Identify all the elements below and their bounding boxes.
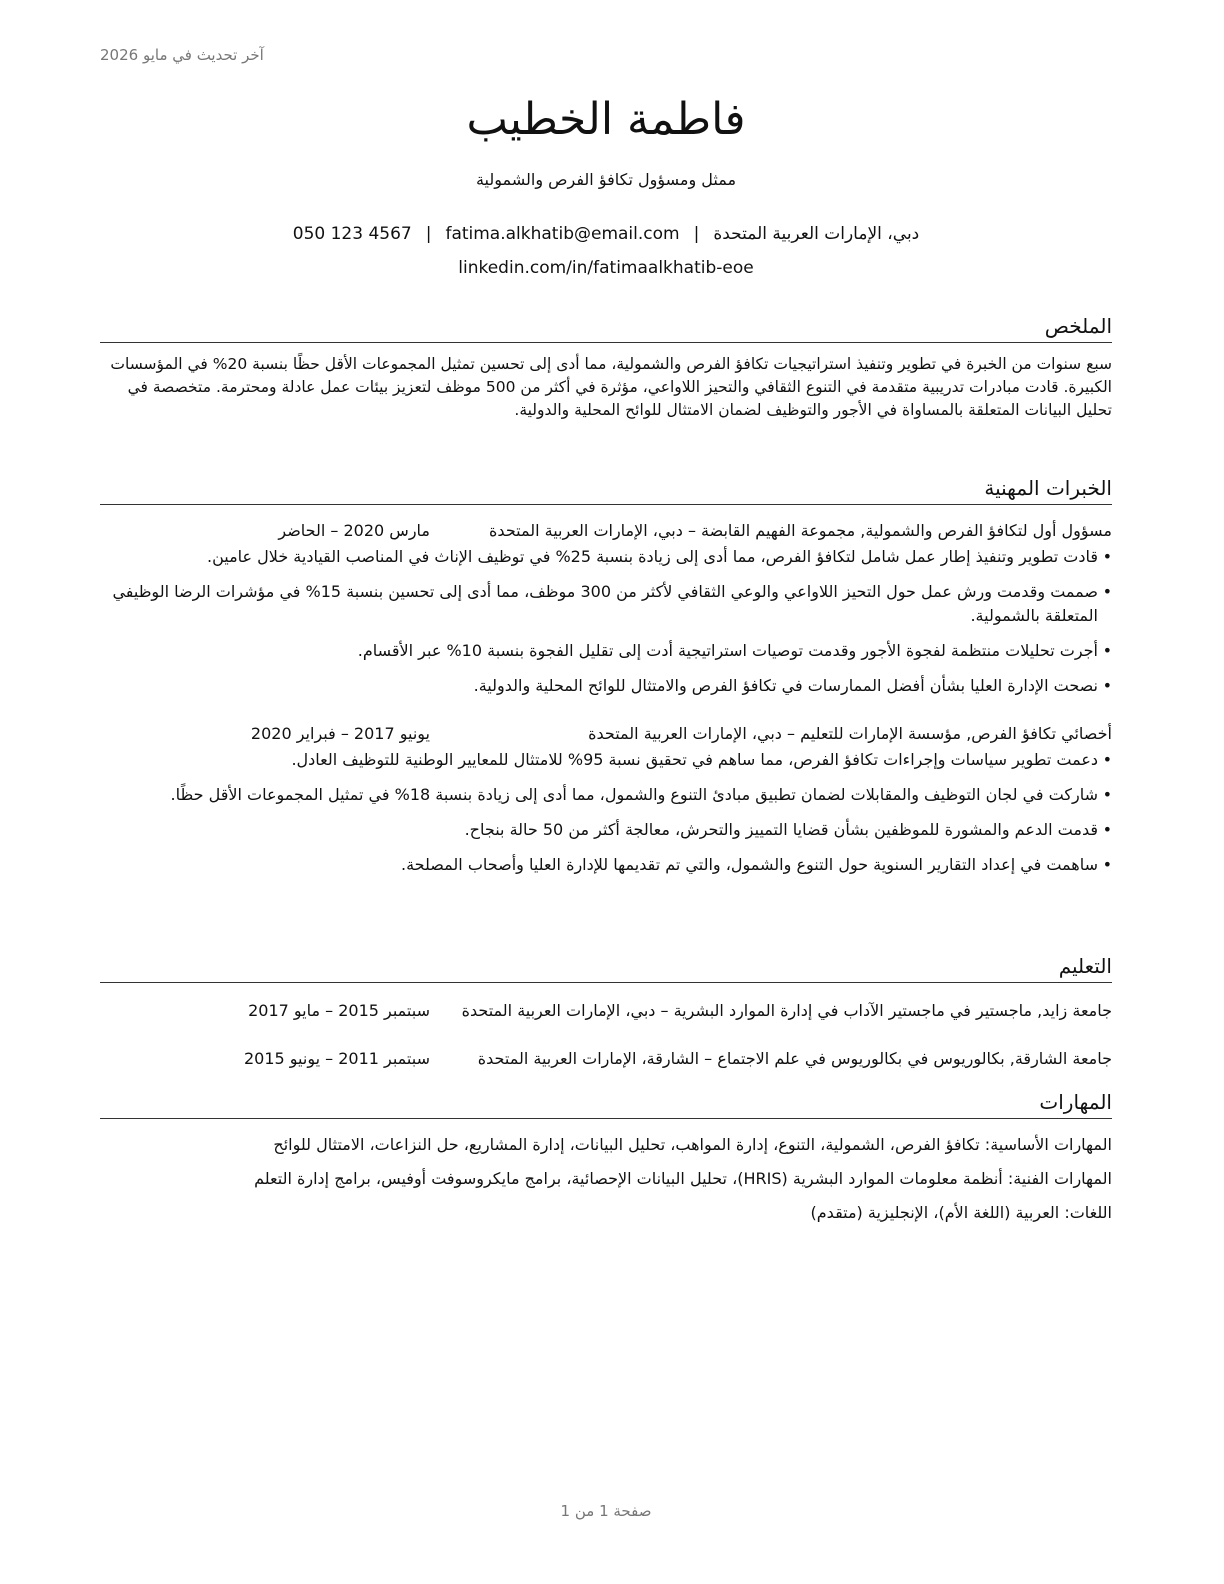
contact-linkedin[interactable]: linkedin.com/in/fatimaalkhatib-eoe	[458, 258, 754, 278]
job-header	[100, 722, 1112, 746]
education-section	[100, 952, 1112, 1071]
job-entry	[100, 519, 1112, 698]
job-bullet: • قادت تطوير وتنفيذ إطار عمل شامل لتكافؤ الفرص، مما أدى إلى زيادة بنسبة 25% في توظيف الإناث في المناصب القيادية خلال عامين.	[100, 545, 1112, 569]
job-bullet: • ساهمت في إعداد التقارير السنوية حول التنوع والشمول، والتي تم تقديمها للإدارة العليا وأصحاب المصلحة.	[100, 853, 1112, 877]
job-bullet: • نصحت الإدارة العليا بشأن أفضل الممارسات في تكافؤ الفرص والامتثال للوائح المحلية والدولية.	[100, 674, 1112, 698]
job-entry	[100, 722, 1112, 877]
skill-line: اللغات: العربية (اللغة الأم)، الإنجليزية (متقدم)	[810, 1203, 1112, 1222]
candidate-name: فاطمة الخطيب	[466, 94, 746, 145]
education-dates: سبتمبر 2015 – مايو 2017	[248, 1001, 430, 1020]
contact-location: دبي، الإمارات العربية المتحدة	[713, 224, 920, 244]
resume-page	[100, 0, 1112, 1584]
experience-section	[100, 474, 1112, 888]
skills-list	[100, 1133, 1112, 1225]
job-role: أخصائي تكافؤ الفرص, مؤسسة الإمارات للتعليم – دبي، الإمارات العربية المتحدة	[588, 724, 1112, 743]
education-item	[100, 999, 1112, 1023]
skills-section	[100, 1088, 1112, 1235]
section-title-summary: الملخص	[100, 312, 1112, 343]
education-item	[100, 1047, 1112, 1071]
contact-email[interactable]: fatima.alkhatib@email.com	[445, 224, 680, 244]
job-role: مسؤول أول لتكافؤ الفرص والشمولية, مجموعة الفهيم القابضة – دبي، الإمارات العربية المتحدة	[489, 521, 1112, 540]
summary-section	[100, 312, 1112, 422]
job-dates: مارس 2020 – الحاضر	[278, 521, 430, 540]
candidate-title: ممثل ومسؤول تكافؤ الفرص والشمولية	[475, 170, 737, 189]
job-bullets	[100, 545, 1112, 698]
last-updated: آخر تحديث في مايو 2026	[100, 46, 264, 64]
section-title-education: التعليم	[100, 952, 1112, 983]
skill-line: المهارات الفنية: أنظمة معلومات الموارد البشرية (HRIS)، تحليل البيانات الإحصائية، برامج مايكروسوفت أوفيس، برامج إدارة التعلم	[254, 1169, 1112, 1188]
skill-line: المهارات الأساسية: تكافؤ الفرص، الشمولية، التنوع، إدارة المواهب، تحليل البيانات، إدارة المشاريع، حل النزاعات، الامتثال للوائح	[273, 1135, 1112, 1154]
section-title-skills: المهارات	[100, 1088, 1112, 1119]
section-title-experience: الخبرات المهنية	[100, 474, 1112, 505]
contact-separator: |	[425, 224, 432, 244]
summary-text: سبع سنوات من الخبرة في تطوير وتنفيذ استراتيجيات تكافؤ الفرص والشمولية، مما أدى إلى تحسين تمثيل المجموعات الأقل حظًا بنسبة 20% في المؤسسات الكبيرة. قادت مبادرات تدريبية متقدمة في التنوع الثقافي والتحيز اللاواعي، مؤثرة في أكثر من 500 موظف لتعزيز بيئات عمل عادلة ومحترمة. متخصصة في تحليل البيانات المتعلقة بالمساواة في الأجور والتوظيف لضمان الامتثال للوائح المحلية والدولية.	[110, 355, 1112, 419]
job-bullet: • قدمت الدعم والمشورة للموظفين بشأن قضايا التمييز والتحرش، معالجة أكثر من 50 حالة بنجاح.	[100, 818, 1112, 842]
job-bullet: • شاركت في لجان التوظيف والمقابلات لضمان تطبيق مبادئ التنوع والشمول، مما أدى إلى زيادة بنسبة 18% في تمثيل المجموعات الأقل حظًا.	[100, 783, 1112, 807]
job-bullet: • أجرت تحليلات منتظمة لفجوة الأجور وقدمت توصيات استراتيجية أدت إلى تقليل الفجوة بنسبة 10% عبر الأقسام.	[100, 639, 1112, 663]
education-text: جامعة زايد, ماجستير في ماجستير الآداب في إدارة الموارد البشرية – دبي، الإمارات العربية المتحدة	[461, 1001, 1112, 1020]
contact-line	[100, 224, 1112, 244]
job-header	[100, 519, 1112, 543]
page-number: صفحة 1 من 1	[560, 1502, 652, 1520]
education-text: جامعة الشارقة, بكالوريوس في بكالوريوس في علم الاجتماع – الشارقة، الإمارات العربية المتحدة	[477, 1049, 1112, 1068]
job-dates: يونيو 2017 – فبراير 2020	[250, 724, 430, 743]
job-bullet: • صممت وقدمت ورش عمل حول التحيز اللاواعي والوعي الثقافي لأكثر من 300 موظف، مما أدى إلى تحسين بنسبة 15% في مؤشرات الرضا الوظيفي المتعلقة بالشمولية.	[100, 580, 1112, 628]
contact-separator: |	[693, 224, 700, 244]
job-bullets	[100, 748, 1112, 877]
job-bullet: • دعمت تطوير سياسات وإجراءات تكافؤ الفرص، مما ساهم في تحقيق نسبة 95% للامتثال للمعايير الوطنية للتوظيف العادل.	[100, 748, 1112, 772]
education-dates: سبتمبر 2011 – يونيو 2015	[243, 1049, 430, 1068]
contact-phone[interactable]: 050 123 4567	[292, 224, 412, 244]
